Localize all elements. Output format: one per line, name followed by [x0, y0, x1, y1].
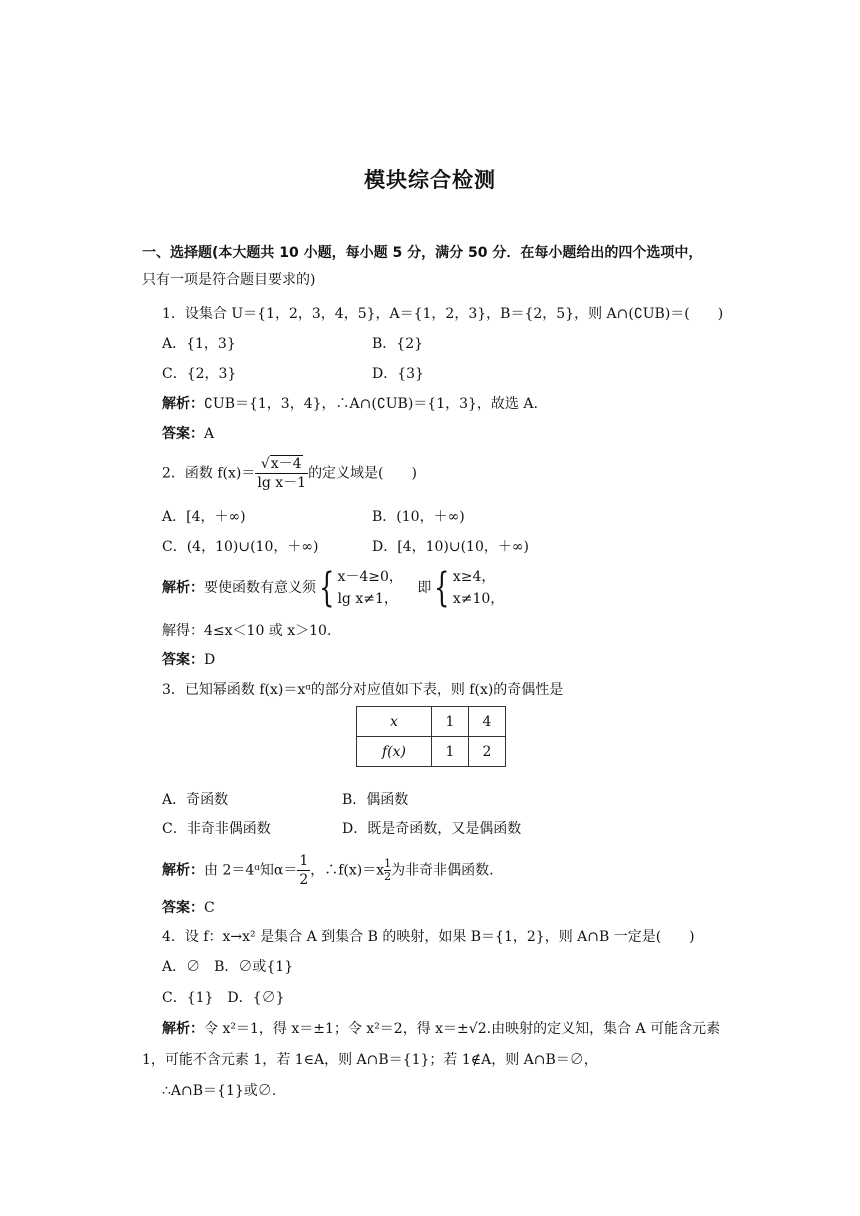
q1-analysis: 解析：∁UB＝{1，3，4}，∴A∩(∁UB)＝{1，3}，故选 A.	[162, 396, 538, 412]
table-row	[357, 737, 506, 767]
q2-option-a: A．[4，＋∞)	[162, 509, 246, 525]
q1-option-a: A．{1，3}	[162, 336, 236, 352]
q2-option-b: B．(10，＋∞)	[372, 509, 465, 525]
question-4-stem: 4．设 f：x→x² 是集合 A 到集合 B 的映射，如果 B＝{1，2}，则 A∩B 一定是( )	[162, 929, 695, 945]
table-cell: x	[357, 707, 432, 737]
table-row	[357, 707, 506, 737]
q3-analysis: 解析：由 2＝4ᵅ知α＝ $\frac{1}{2}$ ，∴f(x)＝x $\frac{1}{2}$为非奇非偶函数.	[162, 853, 494, 888]
question-1-stem: 1．设集合 U＝{1，2，3，4，5}，A＝{1，2，3}，B＝{2，5}，则 A∩(∁UB)＝( )	[162, 306, 724, 322]
question-3-stem: 3．已知幂函数 f(x)＝xᵅ的部分对应值如下表，则 f(x)的奇偶性是	[162, 682, 564, 698]
value-table	[356, 706, 506, 767]
q3-answer: 答案：C	[162, 900, 215, 916]
q1-answer: 答案：A	[162, 426, 215, 442]
q3-option-b: B．偶函数	[342, 792, 409, 808]
q3-option-d: D．既是奇函数，又是偶函数	[342, 821, 522, 837]
table-cell: 1	[432, 707, 469, 737]
question-2-stem: 2．函数 f(x)＝ $\frac{√x-4}{\text{lg x－1}}$ 的定义域是( )	[162, 456, 417, 491]
table-cell: 4	[469, 707, 506, 737]
q4-options-ab: A．∅ B．∅或{1}	[162, 959, 294, 975]
q2-option-c: C．(4，10)∪(10，＋∞)	[162, 539, 319, 555]
q1-option-d: D．{3}	[372, 366, 424, 382]
q4-analysis: 解析：令 x²＝1，得 x＝±1；令 x²＝2，得 x＝±√2.由映射的定义知，集合 A 可能含元素	[162, 1021, 721, 1037]
q4-analysis-conclusion: ∴A∩B＝{1}或∅.	[162, 1083, 277, 1099]
q2-analysis: 解析：要使函数有意义须{ x－4≥0， lg x≠1， 即{ x≥4， x≠10，	[162, 565, 505, 611]
q2-option-d: D．[4，10)∪(10，＋∞)	[372, 539, 530, 555]
q3-option-a: A．奇函数	[162, 792, 229, 808]
q1-option-c: C．{2，3}	[162, 366, 237, 382]
q4-analysis-cont: 1，可能不含元素 1，若 1∈A，则 A∩B＝{1}；若 1∉A，则 A∩B＝∅，	[142, 1052, 598, 1068]
table-cell: 1	[432, 737, 469, 767]
q3-option-c: C．非奇非偶函数	[162, 821, 271, 837]
q2-answer: 答案：D	[162, 652, 216, 668]
q2-solve: 解得：4≤x＜10 或 x＞10.	[162, 623, 332, 639]
section-heading-cont: 只有一项是符合题目要求的)	[142, 272, 316, 288]
table-cell: 2	[469, 737, 506, 767]
section-heading: 一、选择题(本大题共 10 小题，每小题 5 分，满分 50 分．在每小题给出的四个选项中，	[142, 245, 703, 261]
page-title: 模块综合检测	[364, 168, 496, 192]
q4-options-cd: C．{1} D．{∅}	[162, 990, 285, 1006]
table-cell: f(x)	[357, 737, 432, 767]
q1-option-b: B．{2}	[372, 336, 424, 352]
